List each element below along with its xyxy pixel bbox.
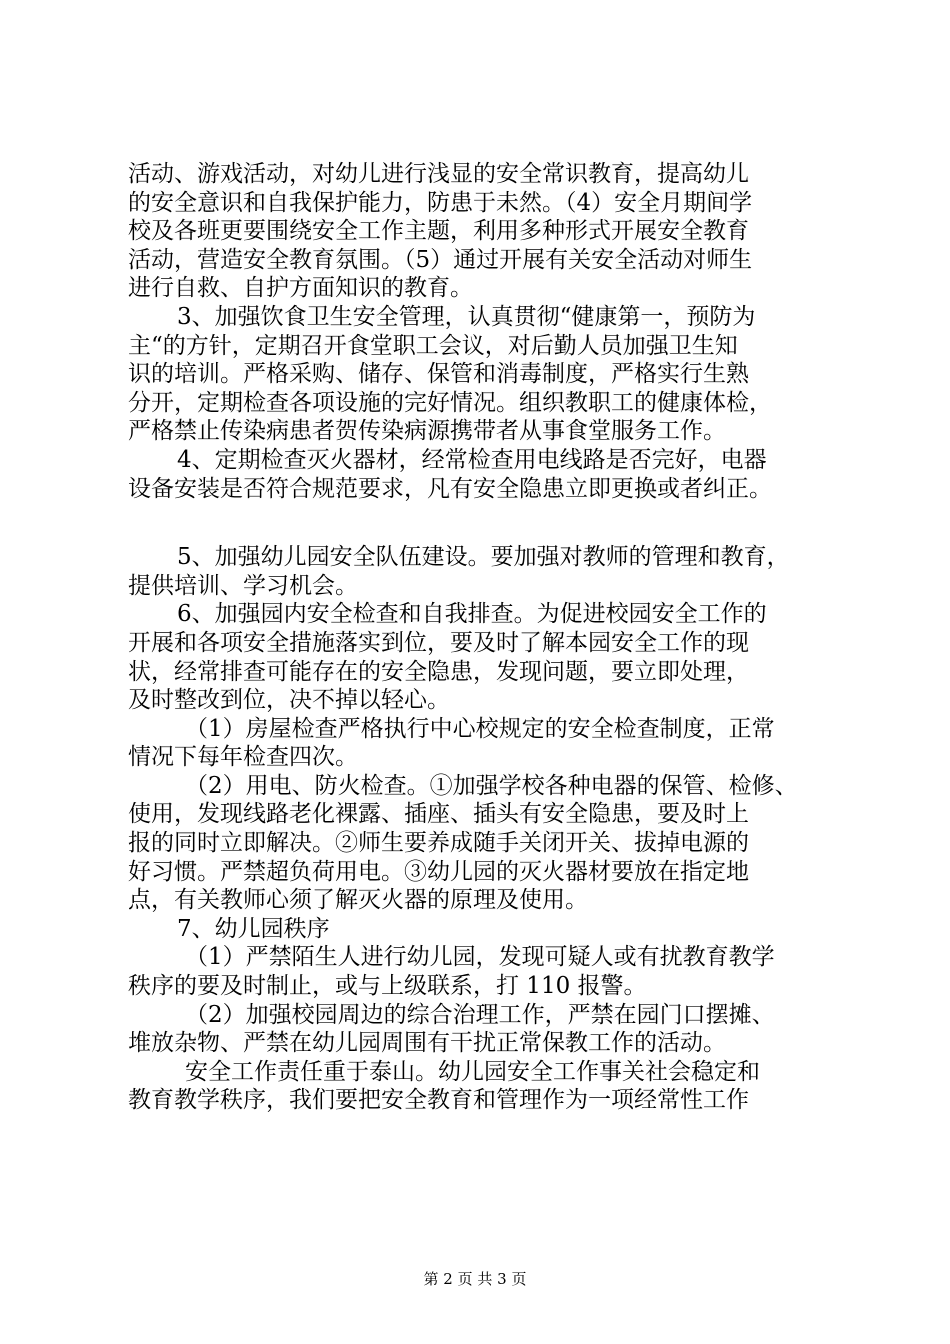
- text-line: 提供培训、学习机会。: [128, 572, 358, 599]
- text-line: 及时整改到位，决不掉以轻心。: [128, 687, 450, 714]
- text-line: 严格禁止传染病患者贺传染病源携带者从事食堂服务工作。: [128, 418, 726, 445]
- text-line: 秩序的要及时制止，或与上级联系，打 110 报警。: [128, 973, 647, 1000]
- paragraph-start: （1）严禁陌生人进行幼儿园，发现可疑人或有扰教育教学: [185, 944, 775, 971]
- text-line: 校及各班更要围绕安全工作主题，利用多种形式开展安全教育: [128, 218, 749, 245]
- text-line: 开展和各项安全措施落实到位，要及时了解本园安全工作的现: [128, 629, 749, 656]
- paragraph-start: （2）加强校园周边的综合治理工作，严禁在园门口摆摊、: [185, 1001, 775, 1028]
- text-line: 堆放杂物、严禁在幼儿园周围有干扰正常保教工作的活动。: [128, 1030, 726, 1057]
- document-body: [128, 160, 828, 1115]
- text-line: 活动、游戏活动，对幼儿进行浅显的安全常识教育，提高幼儿: [128, 161, 749, 187]
- page-footer: 第 2 页 共 3 页: [423, 1270, 527, 1288]
- text-line: 设备安装是否符合规范要求，凡有安全隐患立即更换或者纠正。: [128, 475, 772, 502]
- paragraph-start: （1）房屋检查严格执行中心校规定的安全检查制度，正常: [185, 715, 775, 742]
- text-line: 教育教学秩序，我们要把安全教育和管理作为一项经常性工作: [128, 1087, 749, 1114]
- text-line: 分开，定期检查各项设施的完好情况。组织教职工的健康体检，: [128, 389, 772, 416]
- paragraph-start: 4、定期检查灭火器材，经常检查用电线路是否完好，电器: [177, 446, 767, 473]
- paragraph-start: 7、幼儿园秩序: [177, 915, 330, 942]
- paragraph-start: 5、加强幼儿园安全队伍建设。要加强对教师的管理和教育，: [177, 544, 790, 571]
- paragraph-start: 3、加强饮食卫生安全管理，认真贯彻“健康第一，预防为: [177, 303, 756, 330]
- text-line: 的安全意识和自我保护能力，防患于未然。（4）安全月期间学: [128, 189, 753, 216]
- text-line: 状，经常排查可能存在的安全隐患，发现问题，要立即处理，: [128, 658, 749, 685]
- blank-line: [128, 503, 828, 543]
- text-line: 情况下每年检查四次。: [128, 744, 358, 771]
- text-line: 活动，营造安全教育氛围。（5）通过开展有关安全活动对师生: [128, 246, 753, 273]
- text-line: 报的同时立即解决。②师生要养成随手关闭开关、拔掉电源的: [128, 830, 749, 857]
- paragraph-start: 6、加强园内安全检查和自我排查。为促进校园安全工作的: [177, 601, 767, 628]
- paragraph-start: 安全工作责任重于泰山。幼儿园安全工作事关社会稳定和: [185, 1058, 760, 1085]
- text-line: 好习惯。严禁超负荷用电。③幼儿园的灭火器材要放在指定地: [128, 858, 749, 885]
- text-line: 进行自救、自护方面知识的教育。: [128, 275, 473, 302]
- text-line: 识的培训。严格采购、储存、保管和消毒制度，严格实行生熟: [128, 361, 749, 388]
- text-line: 使用，发现线路老化裸露、插座、插头有安全隐患，要及时上: [128, 801, 749, 828]
- text-line: 点，有关教师心须了解灭火器的原理及使用。: [128, 887, 588, 914]
- text-line: 主“的方针，定期召开食堂职工会议，对后勤人员加强卫生知: [128, 332, 738, 359]
- paragraph-start: （2）用电、防火检查。①加强学校各种电器的保管、检修、: [185, 772, 798, 799]
